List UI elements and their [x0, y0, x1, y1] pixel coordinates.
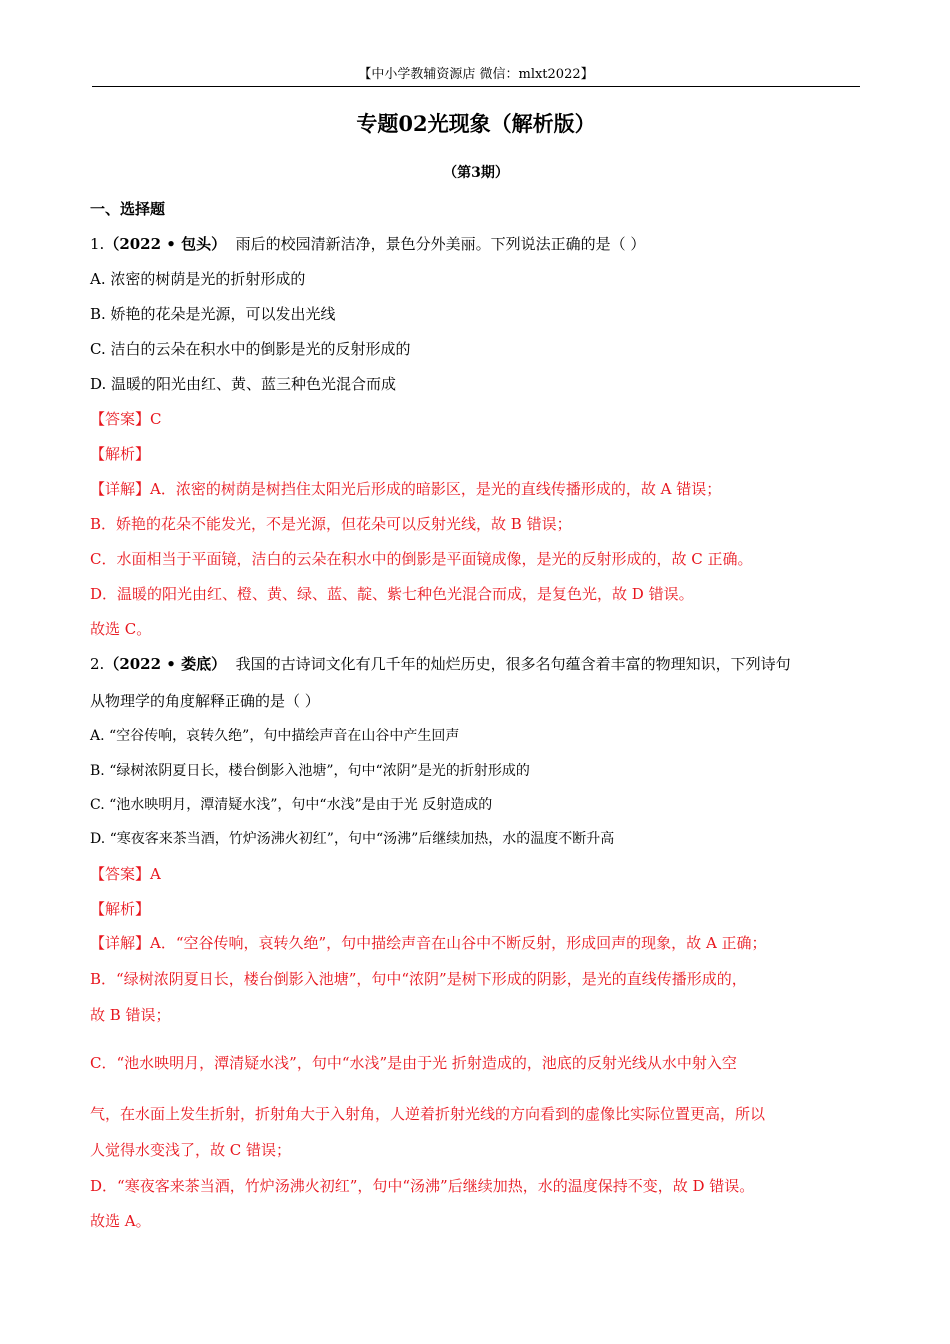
- question-1-detail-c: C．水面相当于平面镜，洁白的云朵在积水中的倒影是平面镜成像，是光的反射形成的，故 C 正确。: [90, 550, 753, 568]
- question-1-option-a: A. 浓密的树荫是光的折射形成的: [90, 270, 306, 288]
- question-2-stem: [90, 653, 791, 675]
- issue-label: （第3期）: [443, 165, 509, 181]
- document-title: 专题02光现象（解析版）: [356, 111, 596, 136]
- question-2-number: 2.: [90, 655, 105, 673]
- question-1-detail-b: B．娇艳的花朵不能发光，不是光源，但花朵可以反射光线，故 B 错误；: [90, 515, 572, 533]
- question-1-source: （2022 • 包头）: [104, 235, 227, 253]
- section-heading: 一、选择题: [90, 200, 166, 218]
- question-1-text: 雨后的校园清新洁净，景色分外美丽。下列说法正确的是（ ）: [235, 235, 646, 253]
- question-2-option-a: A. “空谷传响，哀转久绝”，句中描绘声音在山谷中产生回声: [90, 728, 460, 744]
- question-2-source: （2022 • 娄底）: [104, 655, 227, 673]
- question-2-text: 我国的古诗词文化有几千年的灿烂历史，很多名句蕴含着丰富的物理知识，下列诗句: [235, 655, 791, 673]
- question-2-detail-c-continued: 气，在水面上发生折射，折射角大于入射角，人逆着折射光线的方向看到的虚像比实际位置更高，所以: [90, 1105, 766, 1123]
- question-1-option-c: C. 洁白的云朵在积水中的倒影是光的反射形成的: [90, 340, 411, 358]
- question-1-detail-a: 【详解】A．浓密的树荫是树挡住太阳光后形成的暗影区，是光的直线传播形成的，故 A 错误；: [90, 480, 722, 498]
- question-1-analysis-label: 【解析】: [90, 445, 151, 463]
- question-2-analysis-label: 【解析】: [90, 900, 151, 918]
- question-1-number: 1.: [90, 235, 105, 253]
- question-2-option-c: C. “池水映明月，潭清疑水浅”，句中“水浅”是由于光 反射造成的: [90, 797, 493, 813]
- header-divider: [92, 86, 860, 87]
- page-header: 【中小学教辅资源店 微信：mlxt2022】: [358, 67, 594, 82]
- question-2-detail-b: B．“绿树浓阴夏日长，楼台倒影入池塘”，句中“浓阴”是树下形成的阴影，是光的直线传播形成的，: [90, 970, 747, 988]
- question-1-option-b: B. 娇艳的花朵是光源，可以发出光线: [90, 305, 336, 323]
- question-2-stem-continued: 从物理学的角度解释正确的是（ ）: [90, 692, 320, 710]
- question-1-conclusion: 故选 C。: [90, 620, 152, 638]
- question-2-detail-c: C．“池水映明月，潭清疑水浅”，句中“水浅”是由于光 折射造成的，池底的反射光线从水中射入空: [90, 1054, 737, 1072]
- question-2-detail-b-continued: 故 B 错误；: [90, 1006, 171, 1024]
- question-2-detail-a: 【详解】A．“空谷传响，哀转久绝”，句中描绘声音在山谷中不断反射，形成回声的现象，故 A 正确；: [90, 934, 767, 952]
- question-2-answer: 【答案】A: [90, 865, 161, 883]
- question-2-detail-d: D．“寒夜客来茶当酒，竹炉汤沸火初红”，句中“汤沸”后继续加热，水的温度保持不变，故 D 错误。: [90, 1177, 755, 1195]
- question-2-option-b: B. “绿树浓阴夏日长，楼台倒影入池塘”，句中“浓阴”是光的折射形成的: [90, 763, 530, 779]
- question-2-option-d: D. “寒夜客来茶当酒，竹炉汤沸火初红”，句中“汤沸”后继续加热，水的温度不断升高: [90, 831, 615, 847]
- question-2-detail-c-end: 人觉得水变浅了，故 C 错误；: [90, 1141, 292, 1159]
- question-1-stem: [90, 233, 645, 255]
- question-1-option-d: D. 温暖的阳光由红、黄、蓝三种色光混合而成: [90, 375, 397, 393]
- question-1-answer: 【答案】C: [90, 410, 162, 428]
- question-2-conclusion: 故选 A。: [90, 1212, 151, 1230]
- question-1-detail-d: D．温暖的阳光由红、橙、黄、绿、蓝、靛、紫七种色光混合而成，是复色光，故 D 错误。: [90, 585, 694, 603]
